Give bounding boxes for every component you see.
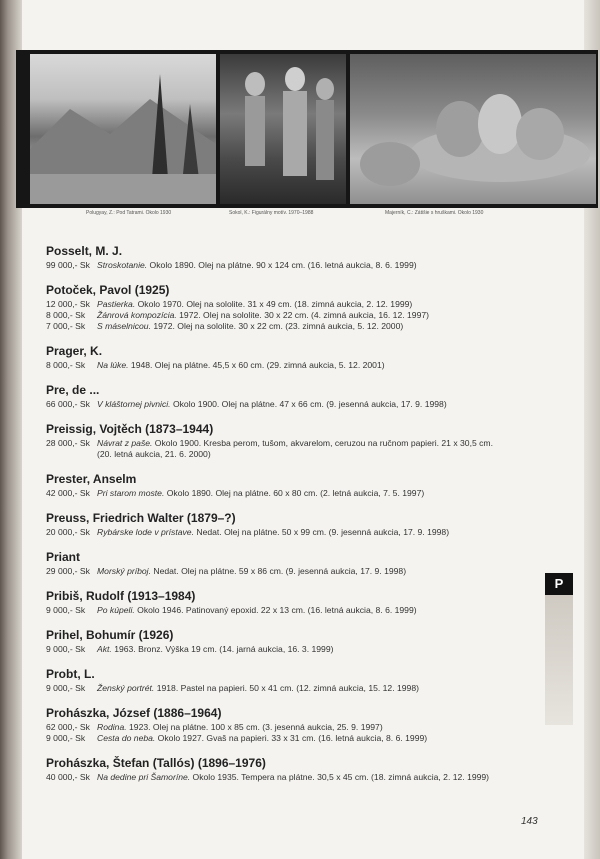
lot-price: 8 000,- Sk — [46, 310, 86, 320]
lot-title: Pri starom moste. — [97, 488, 165, 498]
lot-price: 20 000,- Sk — [46, 527, 90, 537]
section-letter-tab: P — [545, 573, 573, 595]
lot-description — [97, 299, 412, 310]
still-life-image — [350, 54, 596, 204]
artist-entry — [46, 756, 526, 783]
lot-price: 99 000,- Sk — [46, 260, 90, 270]
artist-entry — [46, 244, 526, 271]
lot-description — [97, 310, 429, 321]
lot-details: Nedat. Olej na plátne. 59 x 86 cm. (9. jesenná aukcia, 17. 9. 1998) — [150, 566, 407, 576]
caption: Sokol, K.: Figurálny motív. 1970–1988 — [229, 210, 314, 216]
artist-name: Potoček, Pavol (1925) — [46, 283, 170, 297]
figures-image — [220, 54, 346, 204]
lot-line — [46, 260, 526, 271]
lot-description — [97, 399, 447, 410]
lot-price: 66 000,- Sk — [46, 399, 90, 409]
lot-title: Rybárske lode v prístave. — [97, 527, 194, 537]
lot-title: Akt. — [97, 644, 112, 654]
lot-line — [46, 527, 526, 538]
lot-line — [46, 321, 526, 332]
artist-name: Pre, de ... — [46, 383, 100, 397]
artist-entry — [46, 667, 526, 694]
lot-price: 62 000,- Sk — [46, 722, 90, 732]
lot-details: Okolo 1946. Patinovaný epoxid. 22 x 13 cm. (16. letná aukcia, 8. 6. 1999) — [134, 605, 417, 615]
artist-entry — [46, 422, 526, 460]
lot-description — [97, 772, 489, 783]
lot-title: Rodina. — [97, 722, 127, 732]
lot-title: S máselnicou. — [97, 321, 151, 331]
lot-price: 42 000,- Sk — [46, 488, 90, 498]
lot-details: 1948. Olej na plátne. 45,5 x 60 cm. (29. zimná aukcia, 5. 12. 2001) — [128, 360, 385, 370]
lot-title: Pastierka. — [97, 299, 136, 309]
lot-details: Okolo 1900. Kresba perom, tušom, akvarelom, ceruzou na ručnom papieri. 21 x 30,5 cm. — [152, 438, 493, 448]
lot-title: V kláštornej pivnici. — [97, 399, 171, 409]
artist-entry — [46, 589, 526, 616]
lot-description — [97, 527, 449, 538]
page-number: 143 — [521, 816, 538, 827]
artist-name: Pribiš, Rudolf (1913–1984) — [46, 589, 196, 603]
lot-price: 12 000,- Sk — [46, 299, 90, 309]
caption: Majerník, C.: Zátišie s hruškami. Okolo 1930 — [385, 210, 484, 216]
artist-entry — [46, 511, 526, 538]
lot-line — [46, 683, 526, 694]
lot-line — [46, 733, 526, 744]
lot-line — [46, 438, 526, 449]
artist-entry — [46, 472, 526, 499]
lot-title: Ženský portrét. — [97, 683, 155, 693]
lot-line — [46, 644, 526, 655]
lot-price: 9 000,- Sk — [46, 644, 86, 654]
lot-title: Po kúpeli. — [97, 605, 135, 615]
painting-photo-pears — [350, 54, 596, 204]
lot-price: 40 000,- Sk — [46, 772, 90, 782]
lot-price: 28 000,- Sk — [46, 438, 90, 448]
lot-line — [46, 566, 526, 577]
painting-photo-figures — [220, 54, 346, 204]
artist-entries — [46, 244, 526, 795]
lot-line — [46, 360, 526, 371]
lot-title: Na lúke. — [97, 360, 129, 370]
artist-name: Preuss, Friedrich Walter (1879–?) — [46, 511, 236, 525]
lot-details: Okolo 1890. Olej na plátne. 60 x 80 cm. (2. letná aukcia, 7. 5. 1997) — [164, 488, 425, 498]
artist-name: Prohászka, József (1886–1964) — [46, 706, 222, 720]
lot-title: Žánrová kompozícia. — [97, 310, 177, 320]
lot-line — [46, 299, 526, 310]
lot-details: (20. letná aukcia, 21. 6. 2000) — [97, 449, 211, 459]
artist-name: Prester, Anselm — [46, 472, 137, 486]
lot-description — [97, 605, 417, 616]
lot-description — [97, 722, 383, 733]
artist-name: Probt, L. — [46, 667, 95, 681]
tab-shadow — [545, 595, 573, 725]
artist-name: Posselt, M. J. — [46, 244, 123, 258]
lot-title: Morský príboj. — [97, 566, 151, 576]
lot-details: Okolo 1935. Tempera na plátne. 30,5 x 45 cm. (18. zimná aukcia, 2. 12. 1999) — [190, 772, 490, 782]
lot-details: 1972. Olej na sololite. 30 x 22 cm. (23. zimná aukcia, 5. 12. 2000) — [150, 321, 404, 331]
lot-description — [97, 683, 419, 694]
lot-details: Okolo 1890. Olej na plátne. 90 x 124 cm. (16. letná aukcia, 8. 6. 1999) — [147, 260, 417, 270]
lot-description — [97, 321, 403, 332]
landscape-image — [30, 54, 216, 204]
artist-name: Prager, K. — [46, 344, 103, 358]
artist-entry — [46, 706, 526, 744]
lot-description — [97, 360, 385, 371]
artist-entry — [46, 628, 526, 655]
lot-line — [46, 722, 526, 733]
lot-price: 29 000,- Sk — [46, 566, 90, 576]
lot-title: Stroskotanie. — [97, 260, 148, 270]
lot-line — [46, 399, 526, 410]
lot-details: Okolo 1900. Olej na plátne. 47 x 66 cm. (9. jesenná aukcia, 17. 9. 1998) — [170, 399, 447, 409]
lot-details: 1918. Pastel na papieri. 50 x 41 cm. (12. zimná aukcia, 15. 12. 1998) — [154, 683, 419, 693]
artist-name: Preissig, Vojtěch (1873–1944) — [46, 422, 214, 436]
lot-line — [46, 772, 526, 783]
lot-line-continuation — [46, 449, 526, 460]
lot-title: Cesta do neba. — [97, 733, 156, 743]
lot-title: Návrat z paše. — [97, 438, 153, 448]
artist-entry — [46, 283, 526, 332]
lot-price: 9 000,- Sk — [46, 683, 86, 693]
lot-line — [46, 488, 526, 499]
artist-entry — [46, 383, 526, 410]
lot-details: Nedat. Olej na plátne. 50 x 99 cm. (9. jesenná aukcia, 17. 9. 1998) — [193, 527, 450, 537]
artist-name: Prihel, Bohumír (1926) — [46, 628, 174, 642]
lot-description — [97, 644, 333, 655]
lot-price: 9 000,- Sk — [46, 605, 86, 615]
lot-description — [97, 438, 493, 449]
artist-name: Priant — [46, 550, 81, 564]
artist-entry — [46, 344, 526, 371]
lot-details: Okolo 1927. Gvaš na papieri. 33 x 31 cm. (16. letná aukcia, 8. 6. 1999) — [155, 733, 428, 743]
lot-price: 9 000,- Sk — [46, 733, 86, 743]
caption: Polugyay, Z.: Pod Tatrami. Okolo 1930 — [86, 210, 172, 216]
lot-price: 7 000,- Sk — [46, 321, 86, 331]
lot-description — [97, 566, 406, 577]
painting-photo-landscape — [30, 54, 216, 204]
photo-strip — [16, 50, 598, 208]
artist-entry — [46, 550, 526, 577]
photo-captions — [16, 210, 598, 222]
lot-line — [46, 310, 526, 321]
lot-description — [97, 488, 424, 499]
artist-name: Prohászka, Štefan (Tallós) (1896–1976) — [46, 756, 266, 770]
lot-description — [97, 733, 427, 744]
lot-description — [97, 260, 417, 271]
lot-details: 1972. Olej na sololite. 30 x 22 cm. (4. zimná aukcia, 16. 12. 1997) — [176, 310, 429, 320]
lot-details: 1963. Bronz. Výška 19 cm. (14. jarná aukcia, 16. 3. 1999) — [111, 644, 334, 654]
lot-price: 8 000,- Sk — [46, 360, 86, 370]
lot-details: 1923. Olej na plátne. 100 x 85 cm. (3. jesenná aukcia, 25. 9. 1997) — [126, 722, 383, 732]
lot-details: Okolo 1970. Olej na sololite. 31 x 49 cm. (18. zimná aukcia, 2. 12. 1999) — [135, 299, 413, 309]
lot-line — [46, 605, 526, 616]
lot-title: Na dedine pri Šamoríne. — [97, 772, 191, 782]
